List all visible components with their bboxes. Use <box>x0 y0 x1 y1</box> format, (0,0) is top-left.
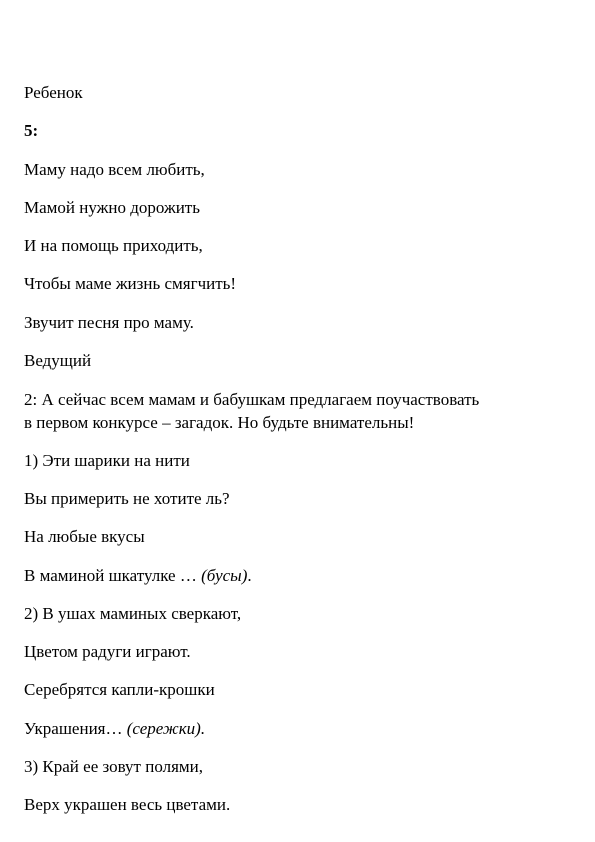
host-paragraph <box>24 388 572 434</box>
riddle-line: Верх украшен весь цветами. <box>24 795 231 814</box>
riddle-line: 1) Эти шарики на нити <box>24 451 190 470</box>
poem-line: Чтобы маме жизнь смягчить! <box>24 274 237 293</box>
riddle-line: Вы примерить не хотите ль? <box>24 489 230 508</box>
riddle-line: 3) Край ее зовут полями, <box>24 757 204 776</box>
speaker-label-host: Ведущий <box>24 351 92 370</box>
poem-line: Маму надо всем любить, <box>24 160 205 179</box>
riddle-line-answer <box>24 565 252 587</box>
riddle-line: Цветом радуги играют. <box>24 642 191 661</box>
riddle-answer: (бусы) <box>201 566 248 585</box>
riddle-line: 2) В ушах маминых сверкают, <box>24 604 242 623</box>
poem-line: И на помощь приходить, <box>24 236 203 255</box>
riddle-line: На любые вкусы <box>24 527 145 546</box>
riddle-text: Украшения… <box>24 719 127 738</box>
host-paragraph-line: 2: А сейчас всем мамам и бабушкам предлагаем поучаствовать <box>24 390 480 409</box>
host-paragraph-line: в первом конкурсе – загадок. Но будьте внимательны! <box>24 413 415 432</box>
riddle-answer: (сережки). <box>126 719 206 738</box>
stage-direction: Звучит песня про маму. <box>24 313 194 332</box>
speaker-number: 5: <box>24 121 39 140</box>
riddle-line-answer <box>24 718 205 740</box>
poem-line: Мамой нужно дорожить <box>24 198 200 217</box>
riddle-line: Серебрятся капли-крошки <box>24 680 215 699</box>
riddle-punctuation: . <box>247 566 252 585</box>
speaker-label-child: Ребенок <box>24 83 83 102</box>
riddle-text: В маминой шкатулке … <box>24 566 202 585</box>
